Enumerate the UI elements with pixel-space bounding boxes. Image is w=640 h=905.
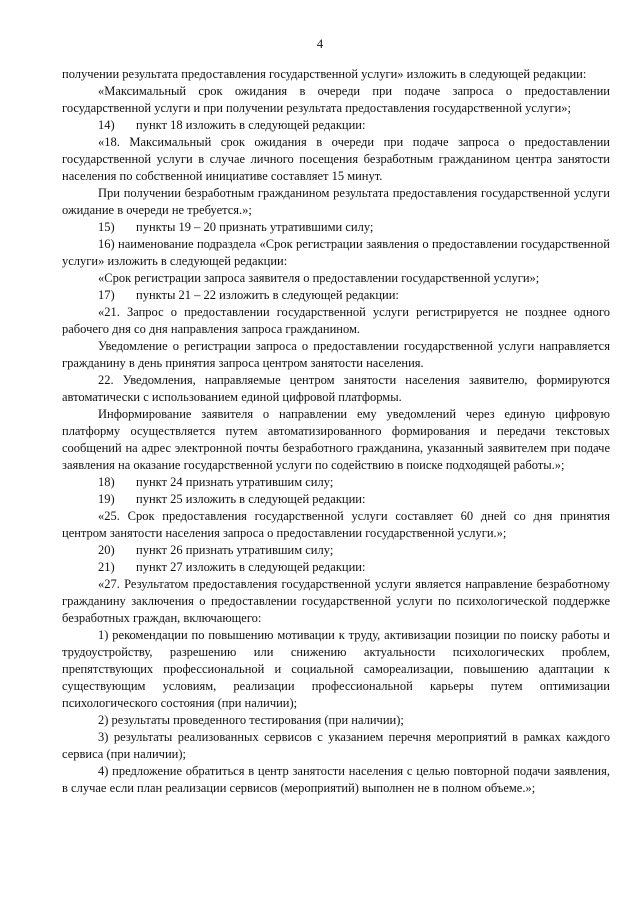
list-item: [62, 219, 610, 236]
item-number: 15): [98, 220, 115, 234]
paragraph: Информирование заявителя о направлении ему уведомлений через единую цифровую платформу осуществляется путем автоматизированного формирования и передачи текстовых сообщений на адрес электронной почты безработного гражданина, указанный заявителем при подаче заявления на оказание государственной услуги по содействию в поиске подходящей работы.»;: [62, 407, 610, 472]
list-item: [62, 491, 610, 508]
paragraph: 16) наименование подраздела «Срок регистрации заявления о предоставлении государственной услуги» изложить в следующей редакции:: [62, 237, 610, 268]
paragraph: 22. Уведомления, направляемые центром занятости населения заявителю, формируются автоматически с использованием единой цифровой платформы.: [62, 373, 610, 404]
paragraph: 3) результаты реализованных сервисов с указанием перечня мероприятий в рамках каждого сервиса (при наличии);: [62, 730, 610, 761]
item-number: 20): [98, 543, 115, 557]
paragraph: 2) результаты проведенного тестирования (при наличии);: [98, 713, 404, 727]
paragraph: «25. Срок предоставления государственной услуги составляет 60 дней со дня принятия центром занятости населения запроса о предоставлении государственной услуги.»;: [62, 509, 610, 540]
paragraph: «27. Результатом предоставления государственной услуги является направление безработному гражданину заключения о предоставлении государственной услуги по психологической поддержке безработных граждан, включающего:: [62, 577, 610, 625]
item-text: пункты 21 – 22 изложить в следующей редакции:: [136, 288, 399, 302]
paragraph: 1) рекомендации по повышению мотивации к труду, активизации позиции по поиску работы и трудоустройству, разрешению или снижению актуальности психологических проблем, препятствующих профессиональной и социальной самореализации, повышению адаптации к существующим условиям, реализации профессиональной карьеры путем оптимизации психологического состояния (при наличии);: [62, 628, 610, 710]
list-item: [62, 474, 610, 491]
item-number: 17): [98, 288, 115, 302]
item-text: пункты 19 – 20 признать утратившими силу;: [136, 220, 374, 234]
list-item: [62, 287, 610, 304]
paragraph: 4) предложение обратиться в центр занятости населения с целью повторной подачи заявления, в случае если план реализации сервисов (мероприятий) выполнен не в полном объеме.»;: [62, 764, 610, 795]
page-number: 4: [316, 37, 324, 51]
item-number: 21): [98, 560, 115, 574]
list-item: [62, 117, 610, 134]
paragraph: «Максимальный срок ожидания в очереди при подаче запроса о предоставлении государственной услуги и при получении результата предоставления государственной услуги»;: [62, 84, 610, 115]
item-number: 18): [98, 475, 115, 489]
item-text: пункт 27 изложить в следующей редакции:: [136, 560, 366, 574]
item-text: пункт 25 изложить в следующей редакции:: [136, 492, 366, 506]
paragraph: «21. Запрос о предоставлении государственной услуги регистрируется не позднее одного рабочего дня со дня направления запроса гражданином.: [62, 305, 610, 336]
item-number: 14): [98, 118, 115, 132]
item-text: пункт 18 изложить в следующей редакции:: [136, 118, 366, 132]
item-text: пункт 26 признать утратившим силу;: [136, 543, 334, 557]
document-body: [62, 66, 610, 797]
paragraph: «18. Максимальный срок ожидания в очереди при подаче запроса о предоставлении государственной услуги в случае личного посещения безработным гражданином центра занятости населения по собственной инициативе составляет 15 минут.: [62, 135, 610, 183]
item-number: 19): [98, 492, 115, 506]
paragraph: получении результата предоставления государственной услуги» изложить в следующей редакции:: [62, 67, 587, 81]
paragraph: «Срок регистрации запроса заявителя о предоставлении государственной услуги»;: [98, 271, 540, 285]
paragraph: При получении безработным гражданином результата предоставления государственной услуги ожидание в очереди не требуется.»;: [62, 186, 610, 217]
paragraph: Уведомление о регистрации запроса о предоставлении государственной услуги направляется гражданину в день принятия запроса центром занятости населения.: [62, 339, 610, 370]
list-item: [62, 559, 610, 576]
list-item: [62, 542, 610, 559]
item-text: пункт 24 признать утратившим силу;: [136, 475, 334, 489]
